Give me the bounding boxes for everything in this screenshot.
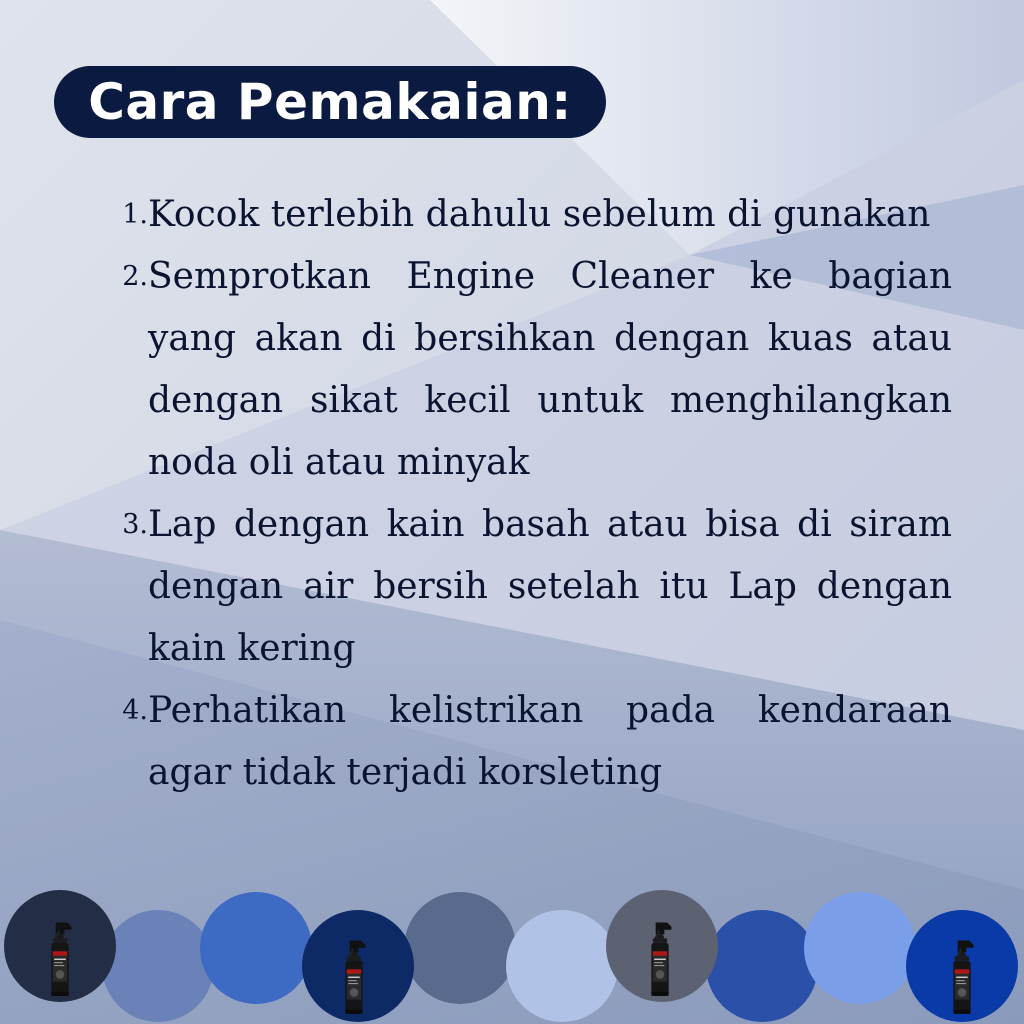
page-title: Cara Pemakaian: [88, 73, 572, 131]
decor-circle [804, 892, 916, 1004]
step-text: Semprotkan Engine Cleaner ke bagian yang akan di bersihkan dengan kuas atau dengan sikat kecil untuk menghilangkan noda oli atau minyak [148, 256, 952, 483]
step-text: Lap dengan kain basah atau bisa di siram dengan air bersih setelah itu Lap dengan kain kering [148, 504, 952, 669]
decor-circle [706, 910, 818, 1022]
step-number: 1. [122, 199, 148, 230]
step-text: Kocok terlebih dahulu sebelum di gunakan [148, 194, 931, 235]
decor-circle [200, 892, 312, 1004]
step-number: 2. [122, 261, 148, 292]
step-number: 4. [122, 695, 148, 726]
decor-circle [404, 892, 516, 1004]
step-number: 3. [122, 509, 148, 540]
decor-circle [506, 910, 618, 1022]
decor-circle [102, 910, 214, 1022]
step-text: Perhatikan kelistrikan pada kendaraan agar tidak terjadi korsleting [148, 690, 952, 793]
